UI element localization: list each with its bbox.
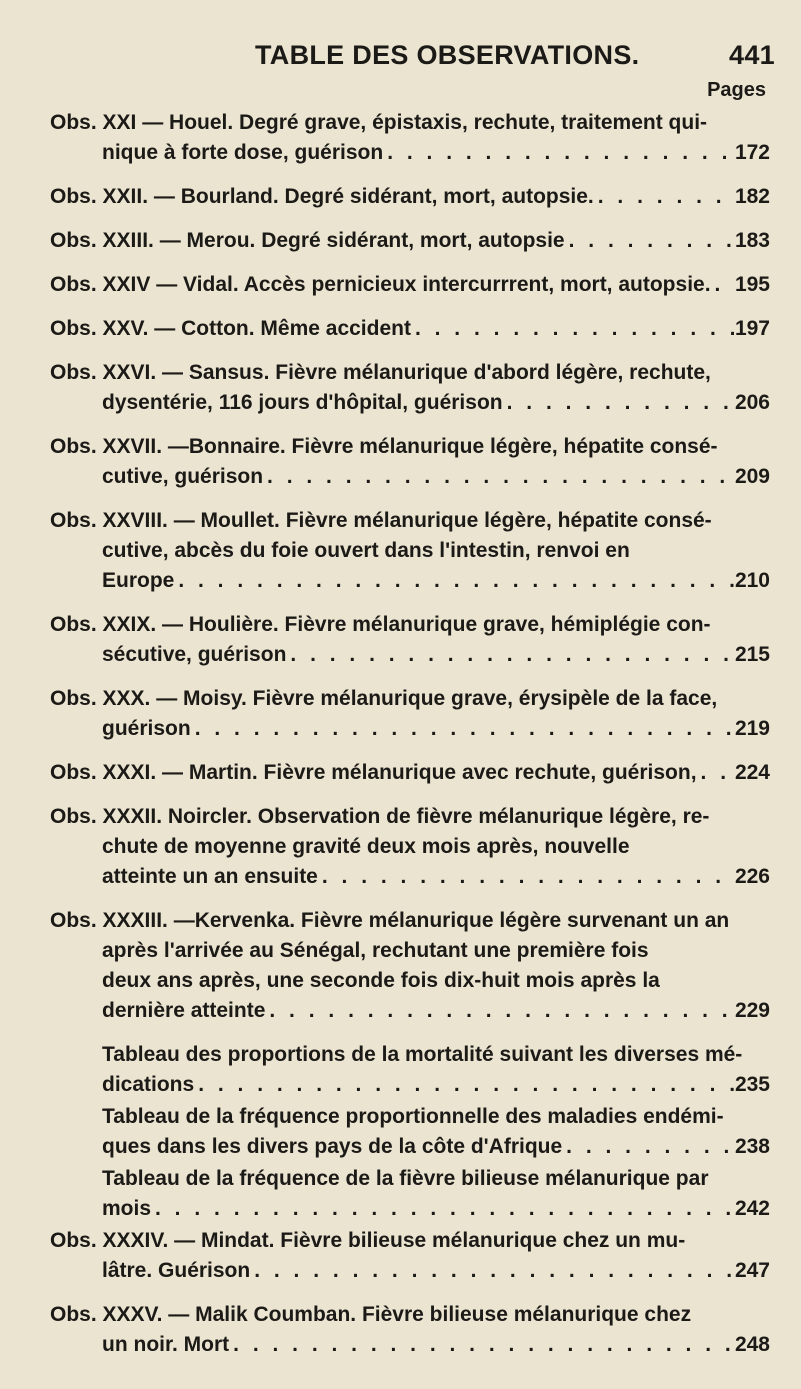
toc-entry-text: un noir. Mort [102, 1333, 230, 1356]
toc-entry-page: 206 [734, 391, 770, 414]
dot-leader [286, 640, 735, 670]
toc-entry [50, 182, 770, 212]
toc-entry-text: guérison [102, 717, 191, 740]
toc-entry-text: Obs. XXIX. — Houlière. Fièvre mélanurique grave, hémiplégie con- [50, 613, 711, 636]
toc-entry-text: Obs. XXXIV. — Mindat. Fièvre bilieuse mélanurique chez un mu- [50, 1229, 686, 1252]
toc-entry [50, 506, 770, 596]
toc-entry-line [50, 270, 770, 300]
toc-entry-line [50, 1070, 770, 1100]
toc-entry-text: sécutive, guérison [102, 643, 287, 666]
toc-entry-line [50, 610, 770, 640]
toc-entry-page: 226 [734, 865, 770, 888]
toc-entry-line [50, 1226, 770, 1256]
toc-entry-line [50, 566, 770, 596]
dot-leader [265, 996, 735, 1026]
toc-entry-page: 219 [734, 717, 770, 740]
dot-leader [503, 388, 735, 418]
toc-entry-text: mois [102, 1197, 152, 1220]
toc-entry-line [50, 1132, 770, 1162]
toc-entry-page: 182 [734, 185, 770, 208]
toc-entry-text: dernière atteinte [102, 999, 266, 1022]
toc-entry [50, 226, 770, 256]
dot-leader [229, 1330, 735, 1360]
toc-entry-text: Obs. XXIV — Vidal. Accès pernicieux intercurrrent, mort, autopsie. [50, 273, 711, 296]
toc-entry-page: 183 [734, 229, 770, 252]
toc-entry-text: Obs. XXXIII. —Kervenka. Fièvre mélanurique légère survenant un an [50, 909, 730, 932]
toc-entry [50, 1164, 770, 1224]
toc-entry-line [50, 714, 770, 744]
toc-entry-page: 248 [734, 1333, 770, 1356]
toc-entry-line [50, 226, 770, 256]
toc-entry-text: Tableau des proportions de la mortalité suivant les diverses mé- [102, 1043, 743, 1066]
dot-leader [594, 182, 735, 212]
toc-entry [50, 802, 770, 892]
toc-entry-text: Obs. XXXII. Noircler. Observation de fièvre mélanurique légère, re- [50, 805, 710, 828]
dot-leader [151, 1194, 735, 1224]
dot-leader [565, 226, 735, 256]
toc-entry-text: Obs. XXVII. —Bonnaire. Fièvre mélanurique légère, hépatite consé- [50, 435, 718, 458]
toc-entry [50, 432, 770, 492]
toc-entry-line [50, 906, 770, 936]
toc-entry-page: 215 [734, 643, 770, 666]
toc-entry-line [50, 314, 770, 344]
dot-leader [191, 714, 735, 744]
toc-entry-line [50, 358, 770, 388]
toc-entry-text: lâtre. Guérison [102, 1259, 251, 1282]
toc-entry-text: deux ans après, une seconde fois dix-huit mois après la [102, 969, 660, 992]
header-title: TABLE DES OBSERVATIONS. [255, 40, 640, 70]
toc-entry-text: Obs. XXIII. — Merou. Degré sidérant, mort, autopsie [50, 229, 565, 252]
toc-entry [50, 1040, 770, 1100]
toc-entry [50, 108, 770, 168]
header-page-number: 441 [729, 40, 775, 70]
toc-entry [50, 684, 770, 744]
toc-entry [50, 314, 770, 344]
toc-entry-page: 195 [734, 273, 770, 296]
dot-leader [697, 758, 735, 788]
dot-leader [250, 1256, 735, 1286]
toc-entry-line [50, 1164, 770, 1194]
toc-entry-text: cutive, abcès du foie ouvert dans l'intestin, renvoi en [102, 539, 630, 562]
toc-entry-line [50, 182, 770, 212]
toc-entry-text: nique à forte dose, guérison [102, 141, 384, 164]
toc-entry-line [50, 138, 770, 168]
toc-entry-text: Tableau de la fréquence proportionnelle des maladies endémi- [102, 1105, 724, 1128]
dot-leader [174, 566, 735, 596]
dot-leader [383, 138, 735, 168]
toc-entry-line [50, 1256, 770, 1286]
toc-entry-text: Obs. XXXI. — Martin. Fièvre mélanurique avec rechute, guérison, [50, 761, 697, 784]
dot-leader [318, 862, 735, 892]
dot-leader [263, 462, 735, 492]
toc-entry-line [50, 862, 770, 892]
toc-entry-line [50, 640, 770, 670]
toc-entry-line [50, 388, 770, 418]
toc-entry [50, 906, 770, 1026]
table-of-observations [50, 108, 770, 1360]
toc-entry-text: Europe [102, 569, 175, 592]
dot-leader [562, 1132, 735, 1162]
toc-entry-text: Obs. XXX. — Moisy. Fièvre mélanurique grave, érysipèle de la face, [50, 687, 718, 710]
toc-entry-text: chute de moyenne gravité deux mois après, nouvelle [102, 835, 630, 858]
dot-leader [411, 314, 735, 344]
toc-entry-line [50, 802, 770, 832]
toc-entry-line [50, 832, 770, 862]
toc-entry-text: Obs. XXV. — Cotton. Même accident [50, 317, 411, 340]
toc-entry-page: 172 [734, 141, 770, 164]
toc-entry-line [50, 108, 770, 138]
toc-entry-text: Tableau de la fréquence de la fièvre bilieuse mélanurique par [102, 1167, 709, 1190]
toc-entry-line [50, 1102, 770, 1132]
toc-entry-text: Obs. XXVIII. — Moullet. Fièvre mélanurique légère, hépatite consé- [50, 509, 712, 532]
toc-entry-line [50, 506, 770, 536]
toc-entry-line [50, 684, 770, 714]
toc-entry-text: dysentérie, 116 jours d'hôpital, guérison [102, 391, 503, 414]
toc-entry-line [50, 966, 770, 996]
toc-entry-text: Obs. XXVI. — Sansus. Fièvre mélanurique d'abord légère, rechute, [50, 361, 711, 384]
toc-entry-line [50, 996, 770, 1026]
toc-entry-page: 235 [734, 1073, 770, 1096]
toc-entry-page: 229 [734, 999, 770, 1022]
toc-entry-text: Obs. XXI — Houel. Degré grave, épistaxis, rechute, traitement qui- [50, 111, 708, 134]
toc-entry [50, 758, 770, 788]
toc-entry-page: 242 [734, 1197, 770, 1220]
toc-entry-page: 197 [734, 317, 770, 340]
toc-entry-line [50, 1330, 770, 1360]
toc-entry-text: cutive, guérison [102, 465, 264, 488]
toc-entry-page: 224 [734, 761, 770, 784]
toc-entry-line [50, 936, 770, 966]
toc-entry-line [50, 1040, 770, 1070]
toc-entry [50, 610, 770, 670]
toc-entry-line [50, 1300, 770, 1330]
pages-column-label: Pages [707, 79, 766, 101]
dot-leader [194, 1070, 735, 1100]
toc-entry-line [50, 536, 770, 566]
toc-entry-text: atteinte un an ensuite [102, 865, 318, 888]
toc-entry-line [50, 432, 770, 462]
toc-entry-page: 247 [734, 1259, 770, 1282]
toc-entry-line [50, 462, 770, 492]
toc-entry-page: 209 [734, 465, 770, 488]
toc-entry-page: 238 [734, 1135, 770, 1158]
toc-entry [50, 358, 770, 418]
toc-entry [50, 1300, 770, 1360]
toc-entry-line [50, 1194, 770, 1224]
toc-entry-line [50, 758, 770, 788]
toc-entry-text: après l'arrivée au Sénégal, rechutant une première fois [102, 939, 649, 962]
toc-entry-text: Obs. XXXV. — Malik Coumban. Fièvre bilieuse mélanurique chez [50, 1303, 692, 1326]
toc-entry-text: Obs. XXII. — Bourland. Degré sidérant, mort, autopsie. [50, 185, 594, 208]
toc-entry [50, 1102, 770, 1162]
toc-entry-text: ques dans les divers pays de la côte d'Afrique [102, 1135, 563, 1158]
dot-leader [711, 270, 735, 300]
toc-entry-text: dications [102, 1073, 195, 1096]
toc-entry [50, 270, 770, 300]
toc-entry-page: 210 [734, 569, 770, 592]
toc-entry [50, 1226, 770, 1286]
